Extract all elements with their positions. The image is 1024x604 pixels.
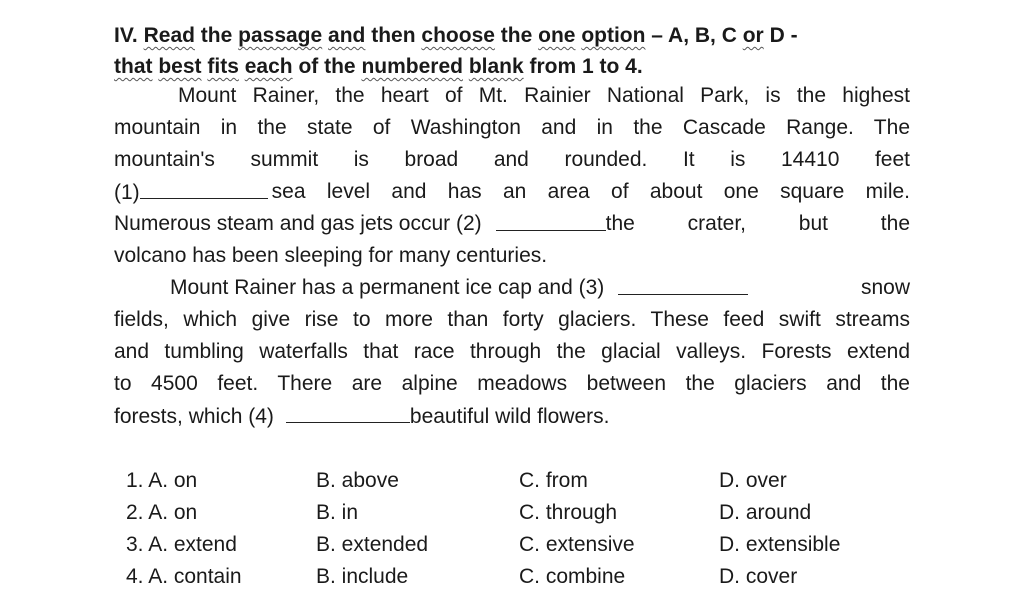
passage-line — [114, 404, 910, 429]
passage-line: to 4500 feet. There are alpine meadows between the glaciers and the — [114, 372, 910, 395]
blank-3[interactable] — [618, 276, 748, 295]
heading-word: – A, B, C — [651, 24, 737, 47]
passage-text: the crater, but the — [605, 212, 910, 235]
option-d[interactable]: D. around — [719, 501, 812, 524]
option-row — [126, 465, 919, 497]
heading-word: the — [500, 24, 533, 47]
heading-word: blank — [468, 55, 524, 78]
passage-line — [114, 180, 910, 205]
passage-text: sea level and has an area of about one square mile. — [271, 180, 910, 203]
heading-word: or — [742, 24, 764, 47]
answer-options — [126, 465, 919, 593]
heading-word: Read — [143, 24, 195, 47]
heading-word: from 1 to 4. — [529, 55, 643, 78]
heading-word: each — [244, 55, 293, 78]
heading-word: best — [158, 55, 202, 78]
option-c[interactable]: C. extensive — [519, 533, 635, 556]
heading-word: then — [371, 24, 416, 47]
option-a[interactable]: 2. A. on — [126, 501, 198, 524]
passage-text: Numerous steam and gas jets occur (2) — [114, 212, 482, 235]
passage-line: fields, which give rise to more than forty glaciers. These feed swift streams — [114, 308, 910, 331]
heading-word: the — [200, 24, 233, 47]
option-a[interactable]: 4. A. contain — [126, 565, 242, 588]
passage-line — [170, 276, 910, 300]
option-b[interactable]: B. extended — [316, 533, 429, 556]
exercise-heading — [114, 20, 914, 82]
passage-line: Mount Rainer, the heart of Mt. Rainier National Park, is the highest — [178, 84, 910, 107]
passage-text: forests, which (4) — [114, 405, 274, 428]
heading-word: fits — [207, 55, 239, 78]
option-a[interactable]: 3. A. extend — [126, 533, 237, 556]
heading-word: choose — [421, 24, 495, 47]
option-a[interactable]: 1. A. on — [126, 469, 198, 492]
heading-word: and — [328, 24, 366, 47]
option-c[interactable]: C. from — [519, 469, 588, 492]
passage-line: mountain in the state of Washington and in the Cascade Range. The — [114, 116, 910, 139]
passage-text: snow — [860, 276, 910, 299]
heading-word: D - — [769, 24, 798, 47]
blank-1[interactable] — [114, 180, 268, 205]
option-d[interactable]: D. extensible — [719, 533, 841, 556]
option-b[interactable]: B. include — [316, 565, 409, 588]
heading-word: the — [324, 55, 356, 78]
heading-word: one — [538, 24, 576, 47]
heading-word: of — [298, 55, 319, 78]
passage-line: mountain's summit is broad and rounded. It is 14410 feet — [114, 148, 910, 171]
heading-word: numbered — [361, 55, 463, 78]
passage-line: and tumbling waterfalls that race through the glacial valleys. Forests extend — [114, 340, 910, 363]
heading-word: option — [581, 24, 646, 47]
passage-line: volcano has been sleeping for many centuries. — [114, 244, 548, 267]
blank-2[interactable] — [496, 212, 606, 231]
passage-line — [114, 212, 910, 236]
option-row — [126, 529, 919, 561]
blank-number: (1) — [114, 181, 140, 204]
option-c[interactable]: C. combine — [519, 565, 626, 588]
option-c[interactable]: C. through — [519, 501, 618, 524]
option-row — [126, 561, 919, 593]
passage-text: Mount Rainer has a permanent ice cap and (3) — [170, 276, 605, 299]
blank-4[interactable] — [286, 404, 410, 423]
option-row — [126, 497, 919, 529]
heading-word: that — [114, 55, 153, 78]
heading-word: passage — [238, 24, 323, 47]
option-d[interactable]: D. cover — [719, 565, 798, 588]
option-d[interactable]: D. over — [719, 469, 787, 492]
blank-line — [140, 180, 268, 199]
option-b[interactable]: B. above — [316, 469, 399, 492]
passage-text: beautiful wild flowers. — [409, 405, 610, 428]
option-b[interactable]: B. in — [316, 501, 359, 524]
heading-word: IV. — [114, 24, 138, 47]
